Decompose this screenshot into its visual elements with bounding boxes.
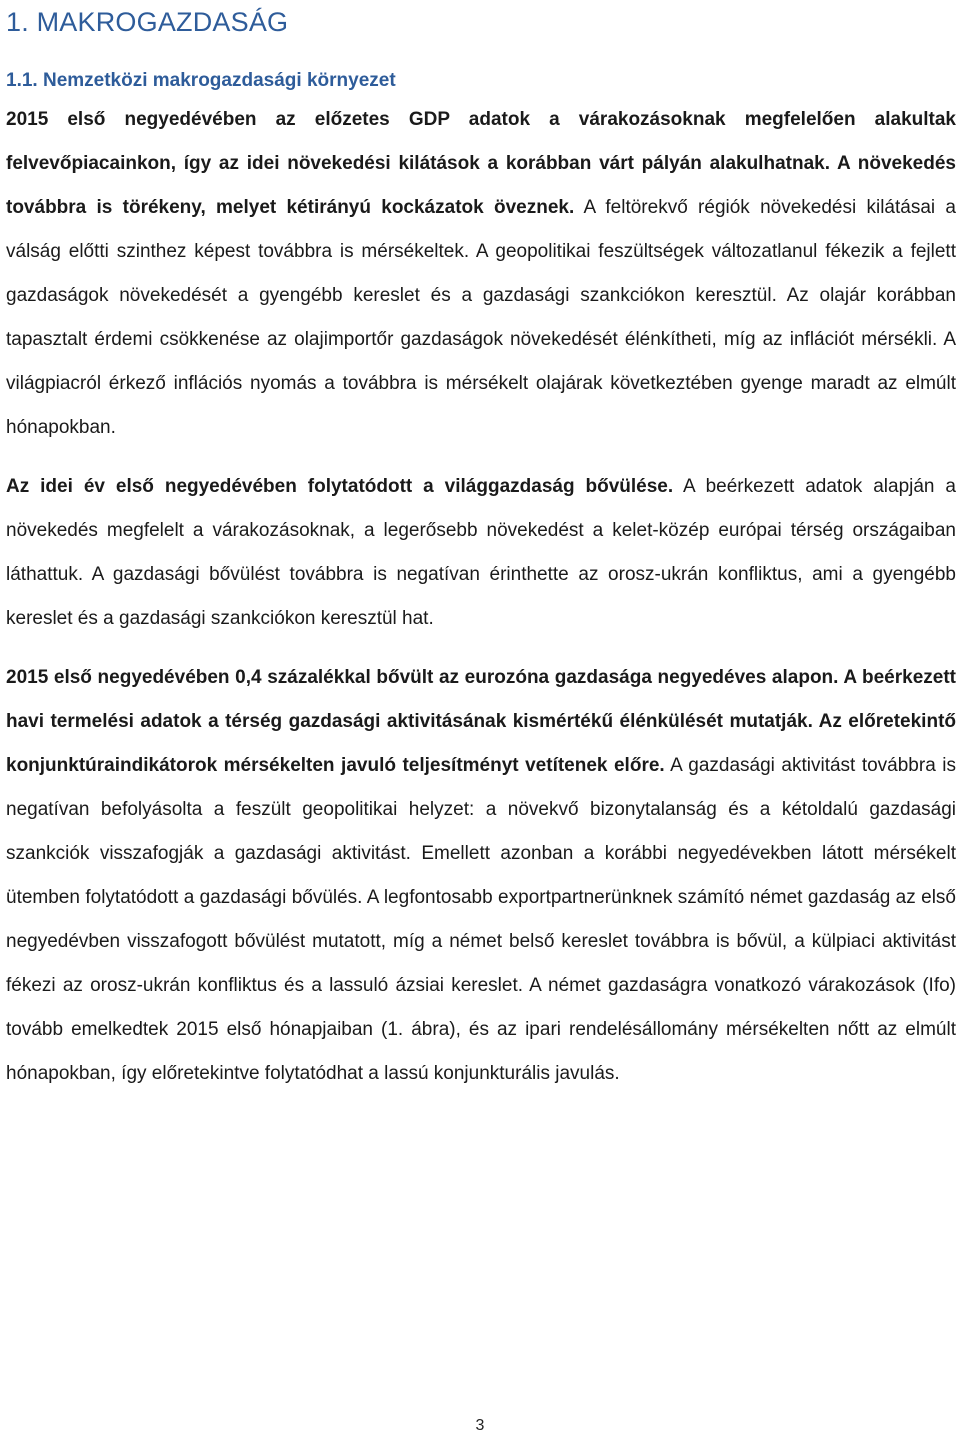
document-page [6,0,956,1096]
section-heading: 1.1. Nemzetközi makrogazdasági környezet [6,70,396,91]
paragraph-3-bold: 2015 első negyedévében 0,4 százalékkal bővült az eurozóna gazdasága negyedéves alapon. A beérkezett havi termelési adatok a térség gazdasági aktivitásának kismértékű élénkülését mutatják. Az előretekintő konjunktúraindikátorok mérsékelten javuló teljesítményt vetítenek előre. [6,667,956,776]
paragraph-1-text: A feltörekvő régiók növekedési kilátásai a válság előtti szinthez képest továbbra is mérsékeltek. A geopolitikai feszültségek változatlanul fékezik a fejlett gazdaságok növekedését a gyengébb kereslet és a gazdasági szankciókon keresztül. Az olajár korábban tapasztalt érdemi csökkenése az olajimportőr gazdaságok növekedését élénkítheti, míg az inflációt mérsékli. A világpiacról érkező inflációs nyomás a továbbra is mérsékelt olajárak következtében gyenge maradt az elmúlt hónapokban. [6,197,956,438]
paragraph-2-text: A beérkezett adatok alapján a növekedés megfelelt a várakozásoknak, a legerősebb növekedést a kelet-közép európai térség országaiban láthattuk. A gazdasági bővülést továbbra is negatívan érinthette az orosz-ukrán konfliktus, ami a gyengébb kereslet és a gazdasági szankciókon keresztül hat. [6,476,956,629]
paragraph-2 [6,465,956,641]
paragraph-3-text: A gazdasági aktivitást továbbra is negatívan befolyásolta a feszült geopolitikai helyzet: a növekvő bizonytalanság és a kétoldalú gazdasági szankciók visszafogják a gazdasági aktivitást. Emellett azonban a korábbi negyedévekben látott mérsékelt ütemben folytatódott a gazdasági bővülés. A legfontosabb exportpartnerünknek számító német gazdaság az első negyedévben visszafogott bővülést mutatott, míg a német belső kereslet továbbra is bővül, a külpiaci aktivitást fékezi az orosz-ukrán konfliktus és a lassuló ázsiai kereslet. A német gazdaságra vonatkozó várakozások (Ifo) tovább emelkedtek 2015 első hónapjaiban (1. ábra), és az ipari rendelésállomány mérsékelten nőtt az elmúlt hónapokban, így előretekintve folytatódhat a lassú konjunkturális javulás. [6,755,956,1084]
paragraph-1-bold: 2015 első negyedévében az előzetes GDP adatok a várakozásoknak megfelelően alakultak felvevőpiacainkon, így az idei növekedési kilátások a korábban várt pályán alakulhatnak. A növekedés továbbra is törékeny, melyet kétirányú kockázatok öveznek. [6,109,956,218]
page-number: 3 [475,1417,485,1434]
chapter-heading: 1. MAKROGAZDASÁG [6,7,289,37]
paragraph-1 [6,98,956,450]
paragraph-2-bold: Az idei év első negyedévében folytatódott a világgazdaság bővülése. [6,476,674,497]
paragraph-3 [6,656,956,1096]
